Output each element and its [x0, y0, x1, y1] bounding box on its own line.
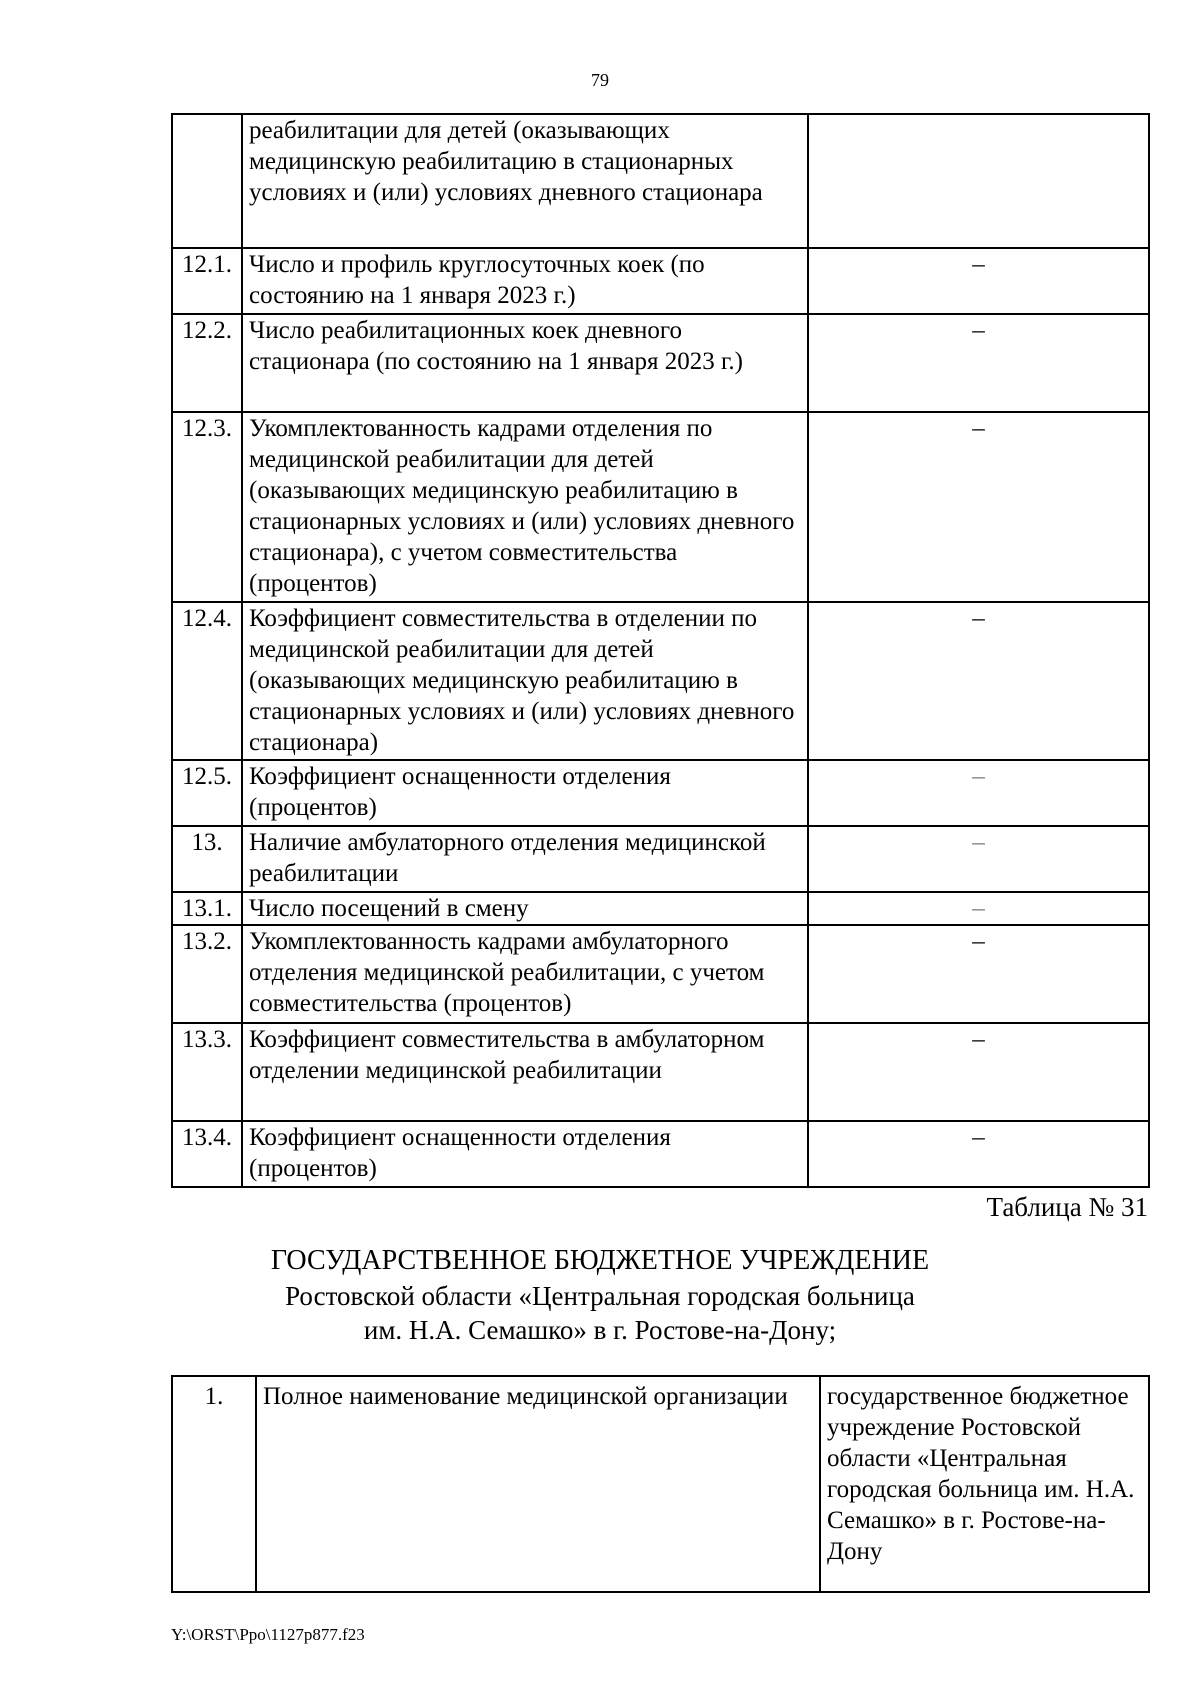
row-value: –: [808, 760, 1149, 826]
institution-heading: ГОСУДАРСТВЕННОЕ БЮДЖЕТНОЕ УЧРЕЖДЕНИЕ: [270, 1245, 930, 1276]
row-value: –: [808, 602, 1149, 760]
row-description: Коэффициент оснащенности отделения (процентов): [242, 1121, 808, 1187]
row-description: Коэффициент совместительства в отделении по медицинской реабилитации для детей (оказывающих медицинскую реабилитацию в стационарных условиях и (или) условиях дневного стационара): [242, 602, 808, 760]
table-row: [172, 602, 1149, 760]
row-number: 13.: [172, 826, 242, 892]
row-description: Число и профиль круглосуточных коек (по состоянию на 1 января 2023 г.): [242, 248, 808, 314]
row-number: 13.3.: [172, 1023, 242, 1121]
table-row: [172, 1121, 1149, 1187]
row-number: 13.2.: [172, 925, 242, 1023]
row-number: 12.3.: [172, 412, 242, 602]
row-value: –: [808, 826, 1149, 892]
row-value: –: [808, 892, 1149, 925]
row-value: –: [808, 925, 1149, 1023]
table-caption: Таблица № 31: [986, 1192, 1148, 1222]
row-description: Наличие амбулаторного отделения медицинской реабилитации: [242, 826, 808, 892]
row-number: 1.: [172, 1376, 256, 1592]
row-number: 12.5.: [172, 760, 242, 826]
row-value: –: [808, 412, 1149, 602]
table-row: [172, 248, 1149, 314]
table-row: [172, 1023, 1149, 1121]
institution-heading-line3: им. Н.А. Семашко» в г. Ростове-на-Дону;: [363, 1315, 837, 1345]
row-value: –: [808, 1121, 1149, 1187]
institution-heading-line2: Ростовской области «Центральная городская больница: [285, 1281, 915, 1311]
row-description: Коэффициент совместительства в амбулаторном отделении медицинской реабилитации: [242, 1023, 808, 1121]
row-value: [808, 114, 1149, 248]
row-value: государственное бюджетное учреждение Ростовской области «Центральная городская больница им. Н.А. Семашко» в г. Ростове-на-Дону: [820, 1376, 1149, 1592]
row-number: 12.1.: [172, 248, 242, 314]
indicators-table: [171, 113, 1150, 1188]
table-row: [172, 892, 1149, 925]
table-row: [172, 314, 1149, 412]
row-description: Укомплектованность кадрами отделения по медицинской реабилитации для детей (оказывающих медицинскую реабилитацию в стационарных условиях и (или) условиях дневного стационара), с учетом совместительства (процентов): [242, 412, 808, 602]
footer-file-path: Y:\ORST\Ppo\1127p877.f23: [171, 1625, 365, 1644]
row-description: Коэффициент оснащенности отделения (процентов): [242, 760, 808, 826]
row-number: 12.4.: [172, 602, 242, 760]
row-value: –: [808, 248, 1149, 314]
row-number: 12.2.: [172, 314, 242, 412]
row-description: Укомплектованность кадрами амбулаторного отделения медицинской реабилитации, с учетом совместительства (процентов): [242, 925, 808, 1023]
row-description: Число посещений в смену: [242, 892, 808, 925]
organization-table: [171, 1375, 1150, 1593]
row-value: –: [808, 314, 1149, 412]
page-number: 79: [591, 70, 609, 90]
table-row: [172, 760, 1149, 826]
table-row: [172, 114, 1149, 248]
row-value: –: [808, 1023, 1149, 1121]
row-description: Число реабилитационных коек дневного стационара (по состоянию на 1 января 2023 г.): [242, 314, 808, 412]
row-number: [172, 114, 242, 248]
table-row: [172, 1376, 1149, 1592]
row-number: 13.4.: [172, 1121, 242, 1187]
row-description: реабилитации для детей (оказывающих медицинскую реабилитацию в стационарных условиях и (или) условиях дневного стационара: [242, 114, 808, 248]
row-description: Полное наименование медицинской организации: [256, 1376, 820, 1592]
row-number: 13.1.: [172, 892, 242, 925]
table-row: [172, 925, 1149, 1023]
table-row: [172, 412, 1149, 602]
table-row: [172, 826, 1149, 892]
